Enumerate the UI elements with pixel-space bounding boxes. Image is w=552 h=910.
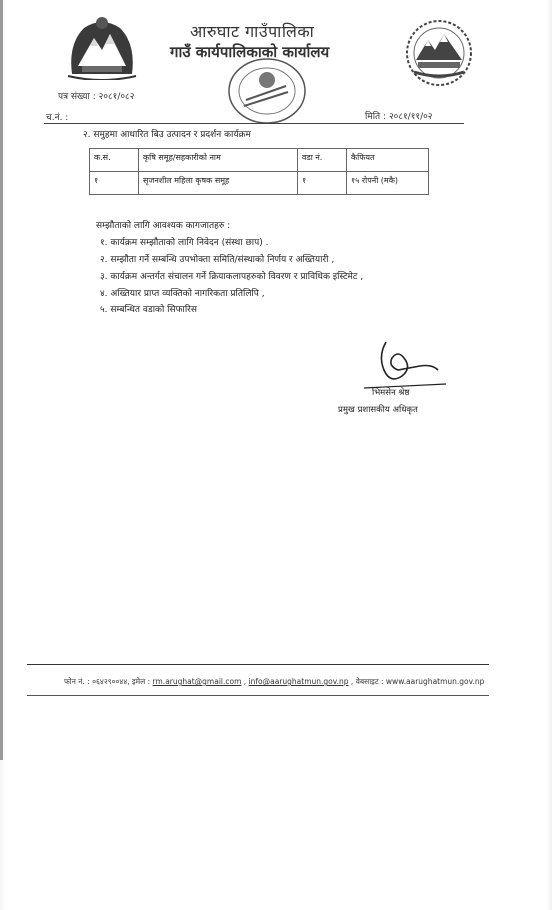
footer-website-label: , वेबसाइट :	[350, 677, 384, 686]
footer-contact: फोन नं. : ०६४२९००४४, इमेल : rm.arughat@gmail.com , info@aarughatmun.gov.np , वेबसाइट : www.aarughatmun.gov.np	[64, 677, 485, 686]
documents-heading: सम्झौताको लागि आवश्यक कागजातहरु :	[96, 221, 231, 231]
table-cell: १	[298, 172, 347, 195]
program-table	[89, 148, 429, 195]
footer-email-link[interactable]: rm.arughat@gmail.com	[152, 677, 242, 686]
table-header-cell: कृषि समूह/सहकारीको नाम	[139, 149, 298, 172]
section-title: २. समुहमा आधारित बिउ उत्पादन र प्रदर्शन कार्यक्रम	[83, 130, 251, 140]
table-header-cell: वडा नं.	[298, 149, 347, 172]
signatory-name: भिमसेन श्रेष्ठ	[372, 388, 410, 398]
table-header-row	[90, 149, 429, 172]
document-item: ४. अख्तियार प्राप्त व्यक्तिको नागरिकता प्रतिलिपि ,	[100, 289, 265, 299]
footer-divider-bottom	[27, 695, 489, 696]
table-cell: १	[90, 172, 139, 195]
office-stamp	[226, 56, 308, 126]
municipality-logo	[404, 18, 474, 88]
footer-divider-top	[27, 664, 489, 665]
scan-edge	[0, 0, 3, 760]
municipality-name: आरुघाट गाउँपालिका	[190, 22, 315, 41]
signatory-title: प्रमुख प्रशासकीय अधिकृत	[338, 405, 418, 415]
footer-website-link[interactable]: www.aarughatmun.gov.np	[385, 677, 485, 686]
signature-mark	[362, 336, 452, 392]
table-header-cell: कैफियत	[347, 149, 429, 172]
document-item: ३. कार्यक्रम अन्तर्गत संचालन गर्ने क्रियाकलापहरुको विवरण र प्राविधिक इस्टिमेट ,	[100, 272, 364, 282]
table-row	[90, 172, 429, 195]
table-cell: सृजनशील महिला कृषक समूह	[139, 172, 298, 195]
date-value: २०८१/११/०२	[388, 112, 433, 122]
nepal-emblem-logo	[64, 14, 140, 80]
table-cell: १५ रोपनी (मकै)	[347, 172, 429, 195]
dispatch-label: च.नं. :	[46, 113, 69, 123]
reference-number	[58, 89, 134, 102]
document-item: ५. सम्बन्धित वडाको सिफारिस	[100, 305, 197, 315]
footer-email-link-2[interactable]: info@aarughatmun.gov.np	[248, 677, 349, 686]
date-label: मिति :	[365, 112, 387, 122]
table-header-cell: क.सं.	[90, 149, 139, 172]
reference-label: पत्र संख्या :	[58, 92, 96, 102]
letter-date	[365, 109, 432, 122]
header-divider	[44, 123, 464, 124]
dispatch-number	[46, 110, 68, 123]
document-item: १. कार्यक्रम सम्झौताको लागि निवेदन (संस्था छाप) .	[100, 238, 269, 248]
document-item: २. सम्झौता गर्ने सम्बन्धि उपभोक्ता समिति/संस्थाको निर्णय र अख्तियारी ,	[100, 255, 335, 265]
reference-value: २०८१/०८२	[98, 92, 135, 102]
footer-phone: फोन नं. : ०६४२९००४४, इमेल :	[64, 677, 151, 686]
office-name: गाउँ कार्यपालिकाको कार्यालय	[170, 43, 330, 61]
